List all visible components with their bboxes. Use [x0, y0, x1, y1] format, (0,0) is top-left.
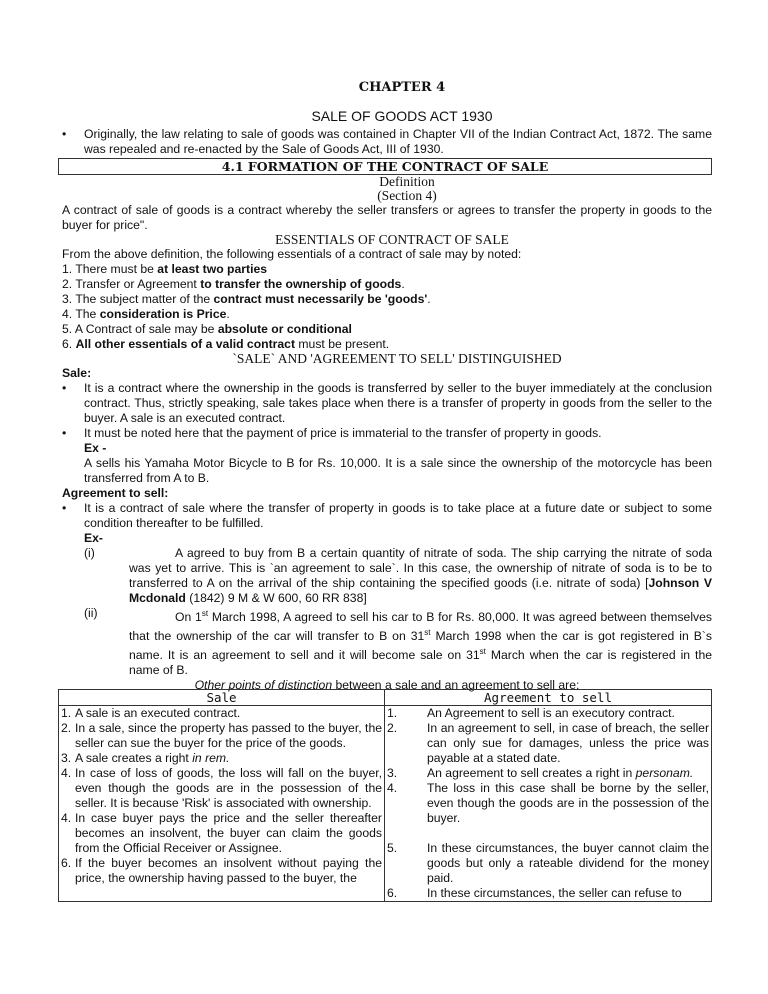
sale-example-label: Ex -	[84, 441, 107, 455]
essential-item: 6. All other essentials of a valid contract must be present.	[62, 337, 390, 351]
agreement-column	[385, 706, 712, 902]
example-i	[62, 546, 712, 606]
list-item: 4. In case of loss of goods, the loss will fall on the buyer, even though the goods are in the possession of the seller. It is because 'Risk' is associated with ownership.	[61, 766, 382, 810]
bullet-icon: •	[62, 501, 67, 515]
example-i-label: (i)	[84, 546, 95, 560]
example-ii-label: (ii)	[84, 606, 98, 620]
example-ii	[62, 606, 712, 678]
list-item: 4. In case buyer pays the price and the seller thereafter becomes an insolvent, the buyer can claim the goods from the Official Receiver or Assignee.	[61, 811, 382, 855]
table-row	[59, 706, 712, 902]
example-ii-text: On 1st March 1998, A agreed to sell his car to B for Rs. 80,000. It was agreed between themselves that the ownership of the car will transfer to B on 31st March 1998 when the car is got registered in B`s name. It is an agreement to sell and it will become sale on 31st March when the car is registered in the name of B.	[129, 609, 713, 678]
list-item: 6. In these circumstances, the seller can refuse to	[387, 886, 682, 900]
sale-label: Sale:	[62, 366, 92, 380]
sale-column	[59, 706, 385, 902]
definition-label: Definition	[379, 174, 435, 189]
list-item: 2. In an agreement to sell, in case of breach, the seller can only sue for damages, unless the price was payable at a stated date.	[387, 721, 709, 765]
definition-text: A contract of sale of goods is a contract whereby the seller transfers or agrees to transfer the property in goods to the buyer for price".	[62, 203, 712, 232]
essential-item: 1. There must be at least two parties	[62, 262, 268, 276]
essential-item: 2. Transfer or Agreement to transfer the ownership of goods.	[62, 277, 405, 291]
essential-item: 5. A Contract of sale may be absolute or conditional	[62, 322, 352, 336]
essential-item: 4. The consideration is Price.	[62, 307, 230, 321]
section-heading: 4.1 FORMATION OF THE CONTRACT OF SALE	[58, 158, 712, 175]
table-header-row	[59, 690, 712, 706]
bullet-icon: •	[62, 426, 67, 440]
sale-example-text: A sells his Yamaha Motor Bicycle to B for Rs. 10,000. It is a sale since the ownership of the motorcycle has been transferred from A to B.	[84, 456, 712, 485]
essential-item: 3. The subject matter of the contract must necessarily be 'goods'.	[62, 292, 431, 306]
list-item: 3. An agreement to sell creates a right in personam.	[387, 766, 694, 780]
agreement-example-label: Ex-	[84, 531, 103, 545]
list-item: 5. In these circumstances, the buyer cannot claim the goods but only a rateable dividend for the money paid.	[387, 841, 709, 885]
example-i-text: A agreed to buy from B a certain quantity of nitrate of soda. The ship carrying the nitrate of soda was yet to arrive. This is `an agreement to sale`. In this case, the ownership of nitrate of soda is to be to transferred to A on the arrival of the ship containing the specified goods (i.e. nitrate of soda) [Johnson V Mcdonald (1842) 9 M & W 600, 60 RR 838]	[129, 546, 712, 605]
bullet-icon: •	[62, 127, 67, 141]
list-item: 3. A sale creates a right in rem.	[61, 751, 230, 765]
document-page	[62, 80, 712, 693]
comparison-table	[58, 689, 712, 902]
list-item: 1. A sale is an executed contract.	[61, 706, 241, 720]
essentials-intro: From the above definition, the following essentials of a contract of sale may by noted:	[62, 247, 522, 261]
act-title: SALE OF GOODS ACT 1930	[311, 108, 493, 124]
agreement-bullet: • It is a contract of sale where the transfer of property in goods is to take place at a future date or subject to some condition thereafter to be fulfilled.	[62, 501, 712, 530]
chapter-heading: CHAPTER 4	[358, 80, 446, 95]
other-points-caption: Other points of distinction between a sale and an agreement to sell are:	[194, 678, 580, 693]
distinguished-heading: `SALE` AND 'AGREEMENT TO SELL' DISTINGUISHED	[232, 351, 562, 366]
intro-bullet	[62, 127, 712, 157]
bullet-icon: •	[62, 381, 67, 395]
essentials-heading: ESSENTIALS OF CONTRACT OF SALE	[275, 232, 509, 247]
column-header-sale: Sale	[59, 690, 385, 706]
list-item: 2. In a sale, since the property has passed to the buyer, the seller can sue the buyer for the price of the goods.	[61, 721, 382, 750]
sale-bullet-1: • It is a contract where the ownership in the goods is transferred by seller to the buyer immediately at the conclusion contract. Thus, strictly speaking, sale takes place when there is a transfer of property in goods from the seller to the buyer. A sale is an executed contract.	[62, 381, 712, 425]
essentials-list	[62, 262, 712, 352]
list-item: 6. If the buyer becomes an insolvent without paying the price, the ownership having passed to the buyer, the	[61, 856, 382, 885]
sale-bullet-2: • It must be noted here that the payment of price is immaterial to the transfer of property in goods.	[62, 426, 602, 440]
column-header-agreement: Agreement to sell	[385, 690, 712, 706]
list-item: 4. The loss in this case shall be borne by the seller, even though the goods are in the possession of the buyer.	[387, 781, 709, 825]
intro-text: Originally, the law relating to sale of goods was contained in Chapter VII of the Indian Contract Act, 1872. The same was repealed and re-enacted by the Sale of Goods Act, III of 1930.	[84, 127, 712, 156]
definition-section: (Section 4)	[377, 188, 437, 203]
list-item: 1. An Agreement to sell is an executory contract.	[387, 706, 675, 720]
agreement-label: Agreement to sell:	[62, 486, 169, 500]
